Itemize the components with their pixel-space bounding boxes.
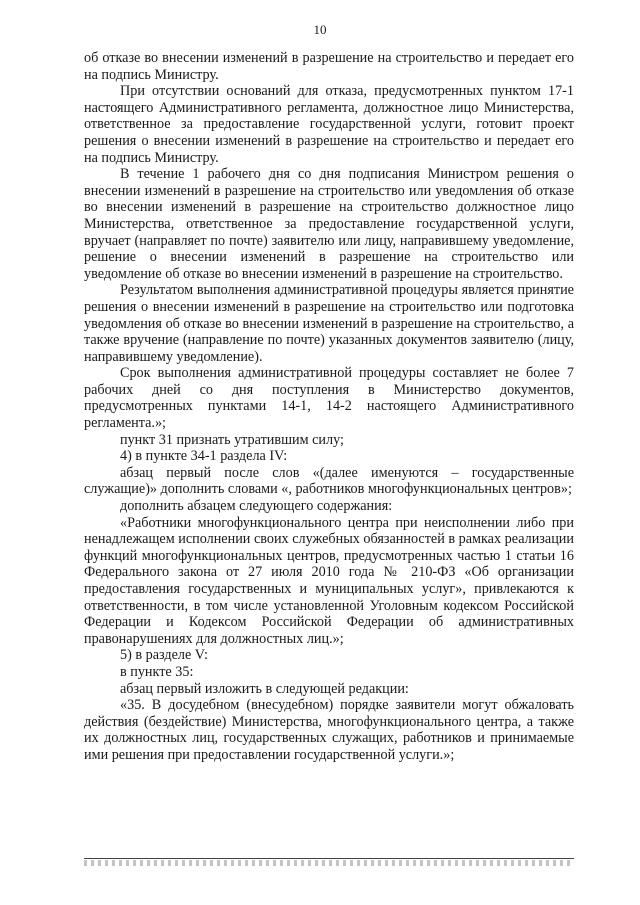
paragraph-item-5: 5) в разделе V: xyxy=(120,647,208,664)
paragraph-duration: Срок выполнения административной процедуры составляет не более 7 рабочих дней со дня поступления в Министерство документов, предусмотренных пунктами 14-1, 14-2 настоящего Административного регламента.»; xyxy=(84,365,574,432)
paragraph-delivery-term: В течение 1 рабочего дня со дня подписания Министром решения о внесении изменений в разрешение на строительство или уведомления об отказе во внесении изменений в разрешение на строительство должностное лицо Министерства, ответственное за предоставление государственной услуги, вручает (направляет по почте) заявителю или лицу, направившему уведомление, решение о внесении изменений в разрешение на строительство или уведомление об отказе во внесении изменений в разрешение на строительство. xyxy=(84,166,574,282)
paragraph-result: Результатом выполнения административной процедуры является принятие решения о внесении изменений в разрешение на строительство или подготовка уведомления об отказе во внесении изменений в разрешение на строительство, а также вручение (направление по почте) указанных документов заявителю (лицу, направившему уведомление). xyxy=(84,282,574,365)
paragraph-point-35: в пункте 35: xyxy=(120,663,194,680)
paragraph-first-abzac: абзац первый после слов «(далее именуются – государственные служащие)» дополнить словами «, работников многофункциональных центров»; xyxy=(84,464,574,498)
page-bottom-rule xyxy=(84,858,574,859)
paragraph-item-31: пункт 31 признать утратившим силу; xyxy=(120,431,344,448)
paragraph-item-4: 4) в пункте 34-1 раздела IV: xyxy=(120,448,288,465)
page-number: 10 xyxy=(313,22,327,37)
paragraph-35-text: «35. В досудебном (внесудебном) порядке заявители могут обжаловать действия (бездействие) Министерства, многофункционального центра, а также их должностных лиц, государственных служащих, работников и принимаемые ими решения при предоставлении государственной услуги.»; xyxy=(84,697,574,763)
paragraph-mfc-workers: «Работники многофункционального центра при неисполнении либо при ненадлежащем исполнении своих служебных обязанностей в рамках реализации функций многофункциональных центров, предусмотренных частью 1 статьи 16 Федерального закона от 27 июля 2010 года № 210-ФЗ «Об организации предоставления государственных и муниципальных услуг», привлекаются к ответственности, в том числе установленной Уголовным кодексом Российской Федерации и Кодексом Российской Федерации об административных правонарушениях для должностных лиц.»; xyxy=(84,514,574,647)
paragraph-add-abzac: дополнить абзацем следующего содержания: xyxy=(120,498,393,515)
cut-off-text-line xyxy=(84,860,574,866)
paragraph-no-grounds: При отсутствии оснований для отказа, предусмотренных пунктом 17-1 настоящего Административного регламента, должностное лицо Министерства, ответственное за предоставление государственной услуги, готовит проект решения о внесении изменений в разрешение на строительство и передает его на подпись Министру. xyxy=(84,83,574,166)
document-body xyxy=(84,50,574,764)
paragraph-continuation: об отказе во внесении изменений в разрешение на строительство и передает его на подпись Министру. xyxy=(84,50,574,83)
paragraph-new-edition: абзац первый изложить в следующей редакции: xyxy=(120,680,409,697)
